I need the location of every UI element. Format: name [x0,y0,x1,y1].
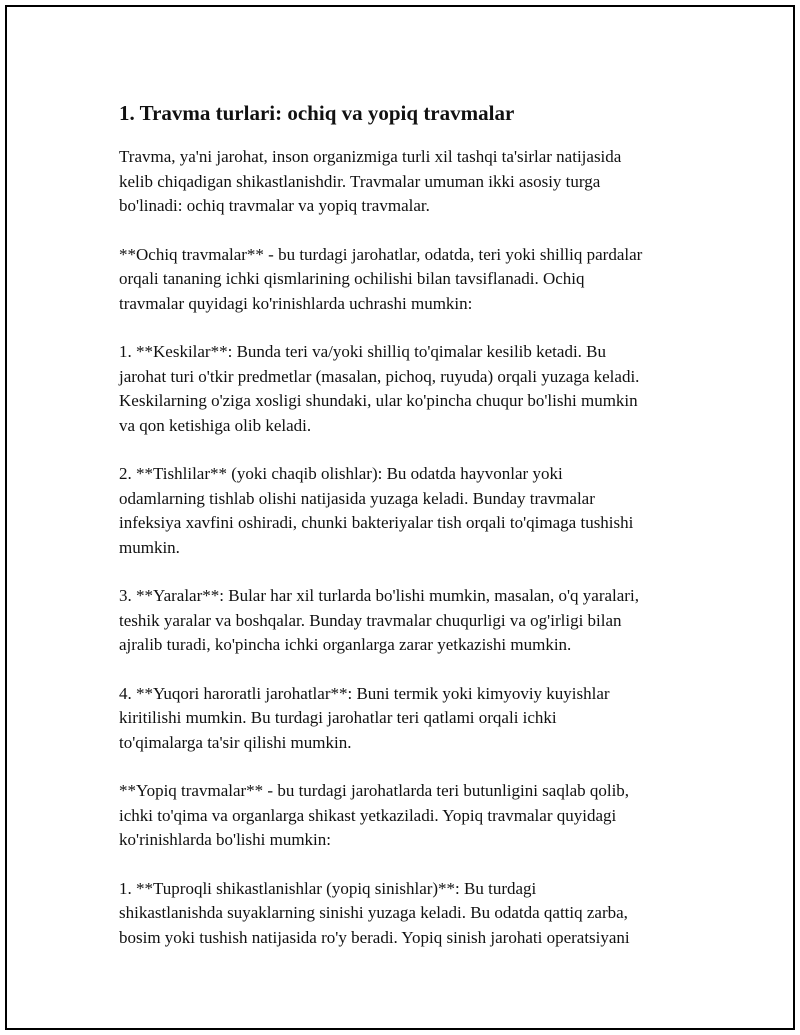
list-item-fractures: 1. **Tuproqli shikastlanishlar (yopiq sinishlar)**: Bu turdagi shikastlanishda suyaklarning sinishi yuzaga keladi. Bu odatda qattiq zarba, bosim yoki tushish natijasida ro'y beradi. Yopiq sinish jarohati operatsiyani [119,878,630,947]
list-item-cuts: 1. **Keskilar**: Bunda teri va/yoki shilliq to'qimalar kesilib ketadi. Bu jarohat turi o'tkir predmetlar (masalan, pichoq, ruyuda) orqali yuzaga keladi. Keskilarning o'ziga xosligi shundaki, ular ko'pincha chuqur bo'lishi mumkin va qon ketishiga olib keladi. [119,342,640,435]
page-frame [5,5,795,1030]
document-title: 1. Travma turlari: ochiq va yopiq travmalar [119,101,515,125]
list-item-bites: 2. **Tishlilar** (yoki chaqib olishlar): Bu odatda hayvonlar yoki odamlarning tishlab olishi natijasida yuzaga keladi. Bunday travmalar infeksiya xavfini oshiradi, chunki bakteriyalar tish orqali to'qimaga tushishi mumkin. [119,464,634,557]
list-item-burns: 4. **Yuqori haroratli jarohatlar**: Buni termik yoki kimyoviy kuyishlar kiritilishi mumkin. Bu turdagi jarohatlar teri qatlami orqali ichki to'qimalarga ta'sir qilishi mumkin. [119,683,610,752]
document-body [119,99,699,974]
intro-paragraph: Travma, ya'ni jarohat, inson organizmiga turli xil tashqi ta'sirlar natijasida kelib chiqadigan shikastlanishdir. Travmalar umuman ikki asosiy turga bo'linadi: ochiq travmalar va yopiq travmalar. [119,147,622,215]
list-item-wounds: 3. **Yaralar**: Bular har xil turlarda bo'lishi mumkin, masalan, o'q yaralari, teshik yaralar va boshqalar. Bunday travmalar chuqurligi va og'irligi bilan ajralib turadi, ko'pincha ichki organlarga zarar yetkazishi mumkin. [119,586,639,654]
closed-trauma-paragraph: **Yopiq travmalar** - bu turdagi jarohatlarda teri butunligini saqlab qolib, ichki to'qima va organlarga shikast yetkaziladi. Yopiq travmalar quyidagi ko'rinishlarda bo'lishi mumkin: [119,781,630,849]
open-trauma-paragraph: **Ochiq travmalar** - bu turdagi jarohatlar, odatda, teri yoki shilliq pardalar orqali tananing ichki qismlarining ochilishi bilan tavsiflanadi. Ochiq travmalar quyidagi ko'rinishlarda uchrashi mumkin: [119,244,643,313]
